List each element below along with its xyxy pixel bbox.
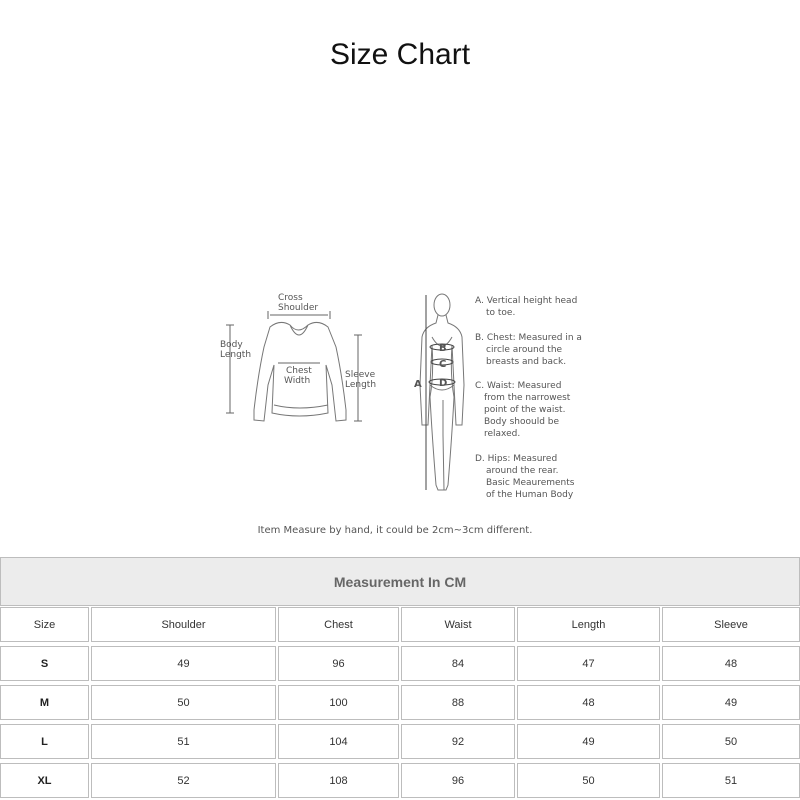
note-c: C. Waist: Measured from the narrowest point of the waist. Body shoould be relaxed. [475, 381, 571, 439]
body-length-label: Body Length [220, 340, 252, 360]
table-cell: 108 [278, 763, 399, 798]
table-row [0, 685, 800, 722]
table-row [0, 646, 800, 683]
table-cell: 96 [278, 646, 399, 681]
column-header: Shoulder [91, 607, 276, 642]
table-row [0, 724, 800, 761]
table-cell: 96 [401, 763, 515, 798]
size-table [0, 557, 800, 800]
table-cell: 50 [517, 763, 660, 798]
table-cell: 51 [91, 724, 276, 759]
table-cell: XL [0, 763, 89, 798]
table-cell: 48 [517, 685, 660, 720]
marker-a: A [414, 379, 422, 390]
measure-note: Item Measure by hand, it could be 2cm~3cm different. [257, 525, 533, 536]
note-a: A. Vertical height head to toe. [475, 296, 578, 318]
table-cell: 50 [91, 685, 276, 720]
table-cell: 52 [91, 763, 276, 798]
table-cell: 100 [278, 685, 399, 720]
column-header: Sleeve [662, 607, 800, 642]
table-cell: 50 [662, 724, 800, 759]
table-cell: 51 [662, 763, 800, 798]
table-cell: 49 [517, 724, 660, 759]
table-cell: 104 [278, 724, 399, 759]
table-cell: 47 [517, 646, 660, 681]
marker-d: D [439, 378, 448, 389]
body-figure [420, 294, 464, 490]
marker-b: B [439, 343, 447, 354]
note-b: B. Chest: Measured in a circle around the breasts and back. [475, 333, 582, 367]
table-cell: 49 [91, 646, 276, 681]
table-cell: 88 [401, 685, 515, 720]
page-title: Size Chart [329, 38, 471, 71]
table-cell: 49 [662, 685, 800, 720]
table-cell: M [0, 685, 89, 720]
table-cell: S [0, 646, 89, 681]
column-header: Size [0, 607, 89, 642]
column-header: Length [517, 607, 660, 642]
column-header: Chest [278, 607, 399, 642]
measurement-illustration [210, 285, 600, 535]
table-cell: 84 [401, 646, 515, 681]
marker-c: C [439, 359, 447, 370]
table-cell: 92 [401, 724, 515, 759]
table-header-row [0, 607, 800, 644]
table-row [0, 763, 800, 800]
table-cell: 48 [662, 646, 800, 681]
chest-width-label: Chest Width [284, 366, 312, 386]
note-d: D. Hips: Measured around the rear. Basic Meaurements of the Human Body [475, 454, 575, 500]
cross-shoulder-label: Cross Shoulder [278, 293, 319, 313]
table-caption: Measurement In CM [0, 557, 800, 606]
sleeve-length-label: Sleeve Length [345, 370, 377, 390]
column-header: Waist [401, 607, 515, 642]
table-cell: L [0, 724, 89, 759]
